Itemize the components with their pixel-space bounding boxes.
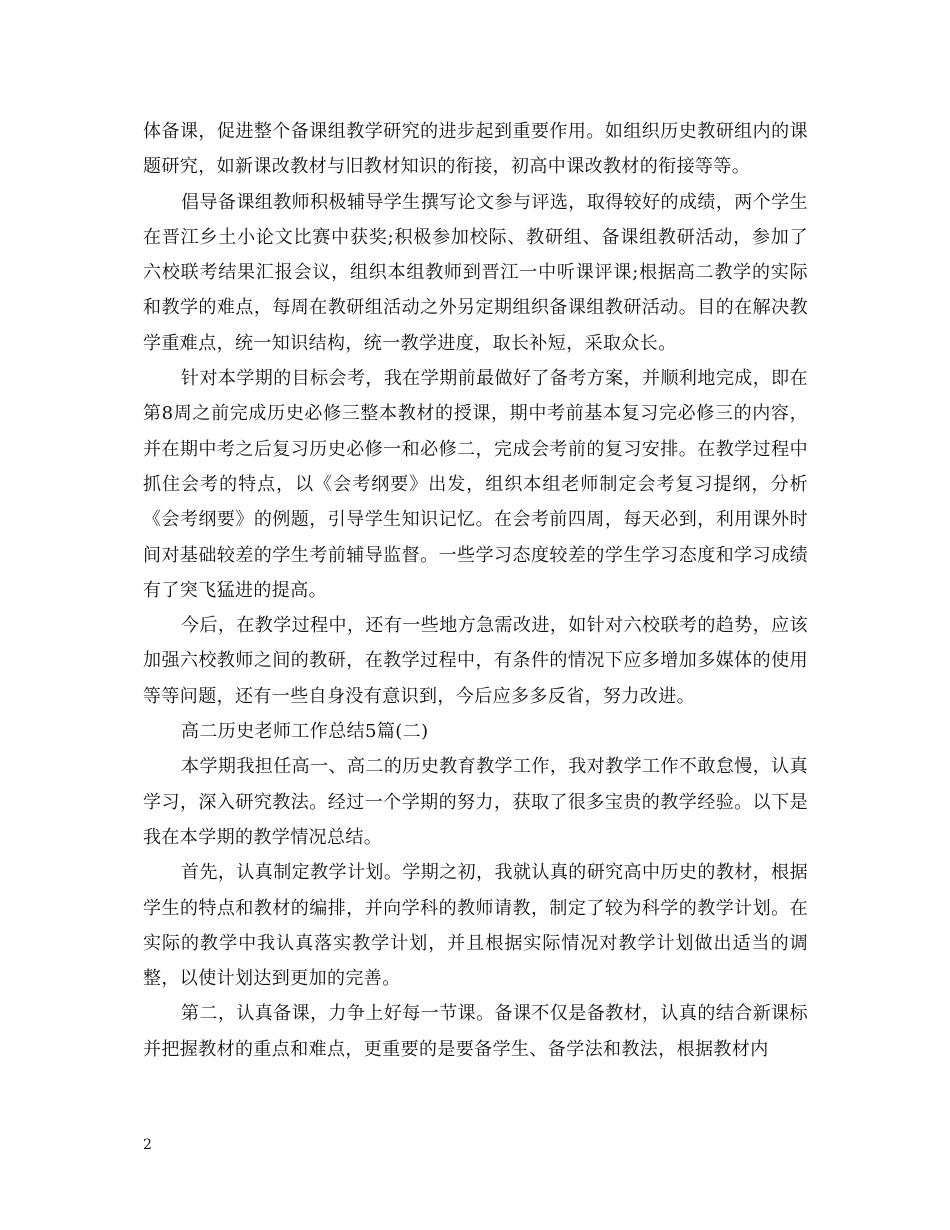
document-body: [143, 114, 808, 1067]
section-heading: 高二历史老师工作总结5篇(二): [181, 721, 429, 743]
paragraph: 第二，认真备课，力争上好每一节课。备课不仅是备教材，认真的结合新课标并把握教材的重点和难点，更重要的是要备学生、备学法和教法，根据教材内: [143, 1003, 808, 1060]
paragraph: 倡导备课组教师积极辅导学生撰写论文参与评选，取得较好的成绩，两个学生在晋江乡土小论文比赛中获奖;积极参加校际、教研组、备课组教研活动，参加了六校联考结果汇报会议，组织本组教师到晋江一中听课评课;根据高二教学的实际和教学的难点，每周在教研组活动之外另定期组织备课组教研活动。目的在解决教学重难点，统一知识结构，统一教学进度，取长补短，采取众长。: [143, 191, 808, 354]
paragraph: 今后，在教学过程中，还有一些地方急需改进，如针对六校联考的趋势，应该加强六校教师之间的教研，在教学过程中，有条件的情况下应多增加多媒体的使用等等问题，还有一些自身没有意识到，今后应多多反省，努力改进。: [143, 615, 808, 707]
paragraph: 首先，认真制定教学计划。学期之初，我就认真的研究高中历史的教材，根据学生的特点和教材的编排，并向学科的教师请教，制定了较为科学的教学计划。在实际的教学中我认真落实教学计划，并且根据实际情况对教学计划做出适当的调整，以使计划达到更加的完善。: [143, 862, 808, 990]
paragraph-continuation: 体备课，促进整个备课组教学研究的进步起到重要作用。如组织历史教研组内的课题研究，如新课改教材与旧教材知识的衔接，初高中课改教材的衔接等等。: [143, 121, 808, 178]
page-number: 2: [143, 1137, 152, 1153]
paragraph: 针对本学期的目标会考，我在学期前最做好了备考方案，并顺利地完成，即在第8周之前完成历史必修三整本教材的授课，期中考前基本复习完必修三的内容，并在期中考之后复习历史必修一和必修二，完成会考前的复习安排。在教学过程中抓住会考的特点，以《会考纲要》出发，组织本组老师制定会考复习提纲，分析《会考纲要》的例题，引导学生知识记忆。在会考前四周，每天必到，利用课外时间对基础较差的学生考前辅导监督。一些学习态度较差的学生学习态度和学习成绩有了突飞猛进的提高。: [143, 368, 808, 601]
paragraph: 本学期我担任高一、高二的历史教育教学工作，我对教学工作不敢怠慢，认真学习，深入研究教法。经过一个学期的努力，获取了很多宝贵的教学经验。以下是我在本学期的教学情况总结。: [143, 756, 808, 848]
